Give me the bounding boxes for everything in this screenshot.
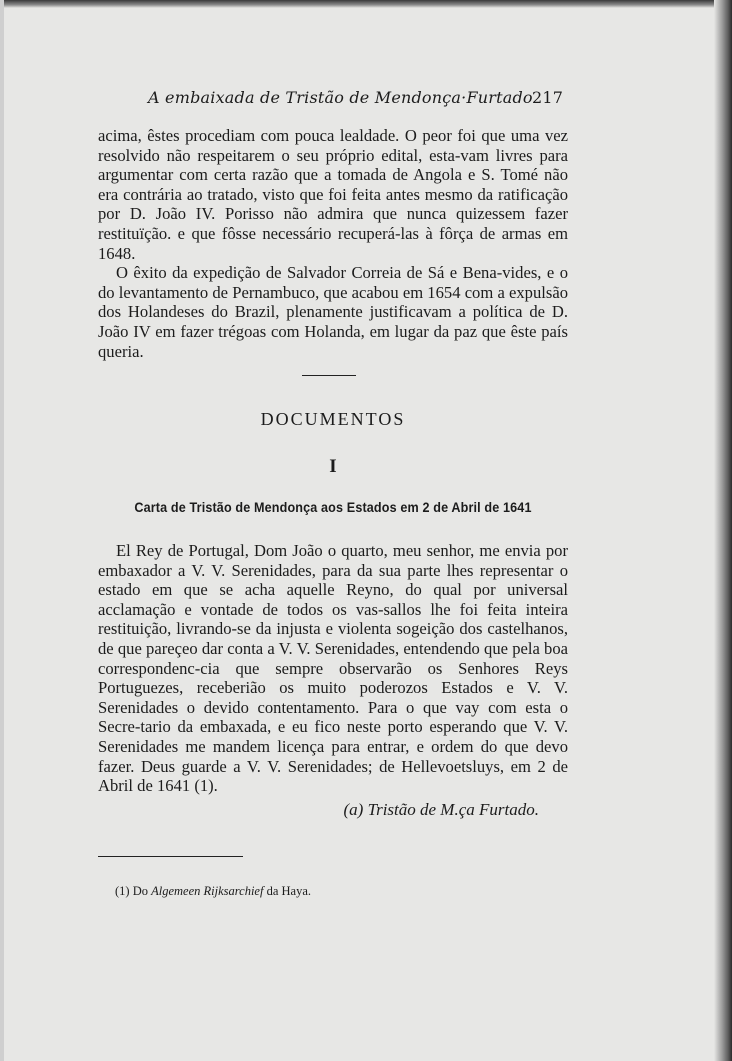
page-top-edge (0, 0, 732, 8)
page-left-edge (0, 0, 4, 1061)
footnote-place: da Haya. (266, 884, 311, 898)
letter-title: Carta de Tristão de Mendonça aos Estados em 2 de Abril de 1641 (134, 500, 532, 515)
document-numeral: I (329, 456, 337, 477)
footnote-rule (98, 856, 243, 857)
intro-paragraph-1: acima, êstes procediam com pouca lealdade. O peor foi que uma vez resolvido não respeitarem o seu próprio edital, esta-vam livres para argumentar com certa razão que a tomada de Angola e S. Tomé não era contrária ao tratado, visto que foi feita antes mesmo da ratificação por D. João IV. Porisso não admira que nunca quizessem fazer restituïção. e que fôsse necessário recuperá-las à fôrça de armas em 1648. (98, 126, 568, 263)
running-head-title: A embaixada de Tristão de Mendonça·Furtado (148, 88, 533, 107)
footnote-source: Algemeen Rijksarchief (151, 884, 264, 898)
letter-signature: (a) Tristão de M.ça Furtado. (343, 800, 539, 819)
page-number: 217 (532, 88, 564, 107)
documents-heading: DOCUMENTOS (260, 409, 406, 429)
footnote-marker: (1) Do (115, 884, 148, 898)
letter-body (98, 541, 568, 796)
book-spine-shadow (714, 0, 732, 1061)
letter-paragraph: El Rey de Portugal, Dom João o quarto, meu senhor, me envia por embaxador a V. V. Serenidades, para da sua parte lhes representar o estado em que se acha aquelle Reyno, do qual por universal acclamação e vontade de todos os vas-sallos lhe foi feita inteira restituição, livrando-se da injusta e violenta sogeição dos castelhanos, de que pareçeo dar conta a V. V. Serenidades, entendendo que pela boa correspondenc-cia que sempre observarão os Senhores Reys Portuguezes, receberião os muito poderozos Estados e V. V. Serenidades o devido contentamento. Para o que vay com esta o Secre-tario da embaxada, e eu fico neste porto esperando que V. V. Serenidades me mandem licença para entrar, e ordem do que devo fazer. Deus guarde a V. V. Serenidades; de Hellevoetsluys, em 2 de Abril de 1641 (1). (98, 541, 568, 796)
intro-paragraph-2: O êxito da expedição de Salvador Correia de Sá e Bena-vides, e o do levantamento de Pernambuco, que acabou em 1654 com a expulsão dos Holandeses do Brazil, plenamente justificavam a política de D. João IV em fazer trégoas com Holanda, em lugar da paz que êste país queria. (98, 263, 568, 361)
footnote (115, 884, 311, 899)
intro-text (98, 126, 568, 361)
section-divider (302, 375, 356, 376)
